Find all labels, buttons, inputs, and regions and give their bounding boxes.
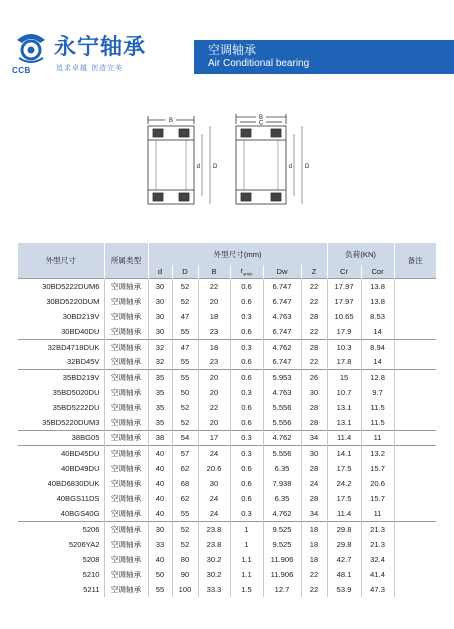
cell-dw: 6.747	[263, 279, 301, 294]
cell-model: 32BD45V	[18, 354, 104, 369]
cell-r: 0.3	[230, 385, 263, 400]
cell-r: 0.6	[230, 400, 263, 415]
cell-type: 空调轴承	[104, 279, 148, 294]
header-r	[230, 265, 263, 279]
cell-b: 22	[198, 400, 230, 415]
cell-r: 0.3	[230, 506, 263, 521]
cell-z: 34	[301, 430, 327, 445]
cell-cr: 13.1	[327, 400, 361, 415]
table-body	[18, 279, 436, 598]
cell-dw: 6.747	[263, 354, 301, 369]
table-row	[18, 476, 436, 491]
cell-d: 55	[172, 354, 198, 369]
cell-cr: 17.5	[327, 491, 361, 506]
cell-d: 30	[148, 324, 172, 339]
header-B: B	[198, 265, 230, 279]
cell-model: 5211	[18, 582, 104, 597]
cell-type: 空调轴承	[104, 415, 148, 430]
cell-cor: 8.53	[361, 309, 394, 324]
cell-cr: 10.7	[327, 385, 361, 400]
cell-note	[394, 461, 436, 476]
cell-d: 47	[172, 309, 198, 324]
cell-type: 空调轴承	[104, 506, 148, 521]
cell-cr: 29.8	[327, 522, 361, 537]
cell-d: 52	[172, 537, 198, 552]
table-row	[18, 461, 436, 476]
cell-d: 80	[172, 552, 198, 567]
cell-r: 0.6	[230, 279, 263, 294]
cell-z: 28	[301, 339, 327, 354]
cell-cr: 10.3	[327, 339, 361, 354]
cell-type: 空调轴承	[104, 491, 148, 506]
cell-model: 5208	[18, 552, 104, 567]
cell-b: 20	[198, 370, 230, 385]
table-row	[18, 552, 436, 567]
cell-cor: 13.8	[361, 279, 394, 294]
table-row	[18, 354, 436, 369]
cell-b: 30	[198, 476, 230, 491]
table-row	[18, 430, 436, 445]
cell-r: 0.6	[230, 370, 263, 385]
bearing-spec-table	[18, 243, 437, 597]
cell-b: 24	[198, 446, 230, 461]
cell-d: 55	[172, 370, 198, 385]
cell-d: 55	[172, 324, 198, 339]
cell-z: 18	[301, 552, 327, 567]
cell-cor: 41.4	[361, 567, 394, 582]
cell-z: 28	[301, 491, 327, 506]
cell-cor: 13.2	[361, 446, 394, 461]
cell-d: 55	[148, 582, 172, 597]
cell-model: 30BD40DU	[18, 324, 104, 339]
cell-d: 47	[172, 339, 198, 354]
cell-r: 0.3	[230, 446, 263, 461]
cell-model: 40BGS40G	[18, 506, 104, 521]
cell-dw: 6.747	[263, 294, 301, 309]
cell-cr: 17.97	[327, 279, 361, 294]
diagram-left-label-D: D	[213, 164, 218, 170]
cell-z: 22	[301, 324, 327, 339]
cell-d: 57	[172, 446, 198, 461]
page-title-cn: 空调轴承	[208, 43, 257, 57]
cell-type: 空调轴承	[104, 354, 148, 369]
cell-dw: 4.762	[263, 506, 301, 521]
bearing-diagram-right	[236, 114, 302, 204]
cell-z: 22	[301, 279, 327, 294]
cell-z: 30	[301, 446, 327, 461]
cell-d: 38	[148, 430, 172, 445]
cell-d: 68	[172, 476, 198, 491]
cell-b: 30.2	[198, 567, 230, 582]
cell-d: 54	[172, 430, 198, 445]
cell-cor: 9.7	[361, 385, 394, 400]
cell-cr: 13.1	[327, 415, 361, 430]
cell-model: 32BD4718DUK	[18, 339, 104, 354]
cell-note	[394, 430, 436, 445]
header-load-group: 负荷(KN)	[327, 243, 394, 265]
cell-dw: 5.556	[263, 400, 301, 415]
cell-cr: 48.1	[327, 567, 361, 582]
cell-dw: 6.747	[263, 324, 301, 339]
cell-note	[394, 522, 436, 537]
cell-z: 22	[301, 354, 327, 369]
header-type: 所属类型	[104, 243, 148, 279]
cell-type: 空调轴承	[104, 537, 148, 552]
cell-dw: 12.7	[263, 582, 301, 597]
cell-b: 24	[198, 491, 230, 506]
cell-cor: 47.3	[361, 582, 394, 597]
table-row	[18, 309, 436, 324]
header-dims-group: 外型尺寸(mm)	[148, 243, 327, 265]
cell-type: 空调轴承	[104, 522, 148, 537]
cell-d: 35	[148, 400, 172, 415]
cell-note	[394, 476, 436, 491]
cell-type: 空调轴承	[104, 370, 148, 385]
page-title-en: Air Conditional bearing	[208, 58, 310, 69]
cell-d: 52	[172, 522, 198, 537]
cell-d: 52	[172, 279, 198, 294]
cell-d: 32	[148, 354, 172, 369]
cell-b: 20.6	[198, 461, 230, 476]
cell-z: 34	[301, 506, 327, 521]
cell-model: 5210	[18, 567, 104, 582]
cell-cor: 14	[361, 354, 394, 369]
cell-z: 28	[301, 400, 327, 415]
table-row	[18, 385, 436, 400]
header-Cr: Cr	[327, 265, 361, 279]
diagram-left-label-d: d	[196, 164, 200, 170]
cell-note	[394, 582, 436, 597]
cell-b: 22	[198, 279, 230, 294]
cell-d: 52	[172, 294, 198, 309]
cell-note	[394, 279, 436, 294]
cell-type: 空调轴承	[104, 309, 148, 324]
table-row	[18, 522, 436, 537]
cell-d: 50	[172, 385, 198, 400]
cell-cor: 15.7	[361, 491, 394, 506]
cell-model: 35BD5220DUM3	[18, 415, 104, 430]
cell-z: 24	[301, 476, 327, 491]
cell-note	[394, 415, 436, 430]
cell-cr: 14.1	[327, 446, 361, 461]
header-Cor: Cor	[361, 265, 394, 279]
cell-z: 22	[301, 582, 327, 597]
cell-z: 26	[301, 370, 327, 385]
cell-r: 0.6	[230, 354, 263, 369]
cell-d: 40	[148, 552, 172, 567]
cell-cor: 11	[361, 430, 394, 445]
cell-cor: 13.8	[361, 294, 394, 309]
cell-dw: 5.953	[263, 370, 301, 385]
cell-note	[394, 506, 436, 521]
cell-d: 40	[148, 446, 172, 461]
cell-b: 23.8	[198, 522, 230, 537]
cell-b: 24	[198, 506, 230, 521]
cell-z: 28	[301, 415, 327, 430]
cell-z: 28	[301, 309, 327, 324]
cell-cr: 17.97	[327, 294, 361, 309]
cell-r: 0.6	[230, 491, 263, 506]
cell-d: 40	[148, 461, 172, 476]
cell-type: 空调轴承	[104, 324, 148, 339]
cell-cr: 29.8	[327, 537, 361, 552]
cell-b: 18	[198, 339, 230, 354]
cell-d: 40	[148, 476, 172, 491]
cell-z: 22	[301, 294, 327, 309]
cell-cr: 24.2	[327, 476, 361, 491]
cell-cr: 17.8	[327, 354, 361, 369]
cell-z: 18	[301, 522, 327, 537]
table-row	[18, 537, 436, 552]
cell-d: 32	[148, 339, 172, 354]
cell-r: 1.5	[230, 582, 263, 597]
cell-cor: 11.5	[361, 400, 394, 415]
cell-z: 28	[301, 461, 327, 476]
cell-model: 40BD49DU	[18, 461, 104, 476]
cell-dw: 5.556	[263, 446, 301, 461]
cell-note	[394, 324, 436, 339]
cell-dw: 4.763	[263, 309, 301, 324]
table-row	[18, 324, 436, 339]
cell-b: 33.3	[198, 582, 230, 597]
cell-r: 1	[230, 537, 263, 552]
cell-d: 35	[148, 385, 172, 400]
cell-dw: 4.763	[263, 385, 301, 400]
cell-note	[394, 567, 436, 582]
cell-b: 17	[198, 430, 230, 445]
cell-model: 5206YA2	[18, 537, 104, 552]
cell-r: 0.3	[230, 430, 263, 445]
cell-note	[394, 370, 436, 385]
table-row	[18, 582, 436, 597]
table-row	[18, 567, 436, 582]
cell-d: 30	[148, 522, 172, 537]
cell-d: 52	[172, 400, 198, 415]
header-Dw: Dw	[263, 265, 301, 279]
cell-d: 35	[148, 415, 172, 430]
cell-z: 30	[301, 385, 327, 400]
brand-slogan: 追求卓越 创造完美	[56, 65, 123, 72]
cell-b: 23	[198, 354, 230, 369]
cell-d: 40	[148, 491, 172, 506]
cell-cr: 15	[327, 370, 361, 385]
cell-type: 空调轴承	[104, 294, 148, 309]
cell-dw: 11.906	[263, 567, 301, 582]
cell-dw: 11.906	[263, 552, 301, 567]
cell-cor: 21.3	[361, 522, 394, 537]
cell-cor: 20.6	[361, 476, 394, 491]
cell-note	[394, 537, 436, 552]
cell-note	[394, 309, 436, 324]
cell-model: 40BD45DU	[18, 446, 104, 461]
cell-model: 38BG05	[18, 430, 104, 445]
header-D: D	[172, 265, 198, 279]
cell-model: 5206	[18, 522, 104, 537]
cell-dw: 7.938	[263, 476, 301, 491]
diagram-right-label-d: d	[288, 164, 292, 170]
cell-d: 30	[148, 279, 172, 294]
cell-r: 1	[230, 522, 263, 537]
cell-note	[394, 385, 436, 400]
table-row	[18, 491, 436, 506]
cell-type: 空调轴承	[104, 430, 148, 445]
cell-cr: 11.4	[327, 506, 361, 521]
cell-model: 30BD5222DUM6	[18, 279, 104, 294]
cell-cr: 53.9	[327, 582, 361, 597]
cell-r: 0.6	[230, 294, 263, 309]
cell-d: 30	[148, 294, 172, 309]
header-r-sub: smin	[243, 271, 253, 277]
cell-d: 35	[148, 370, 172, 385]
cell-r: 0.6	[230, 324, 263, 339]
cell-z: 22	[301, 567, 327, 582]
cell-r: 0.6	[230, 415, 263, 430]
cell-model: 40BGS11DS	[18, 491, 104, 506]
cell-z: 18	[301, 537, 327, 552]
table-row	[18, 506, 436, 521]
bearing-diagrams	[140, 112, 310, 220]
cell-dw: 6.35	[263, 461, 301, 476]
table-row	[18, 446, 436, 461]
bearing-diagram-left	[148, 116, 210, 204]
cell-note	[394, 354, 436, 369]
cell-type: 空调轴承	[104, 582, 148, 597]
diagram-left-label-b: B	[168, 118, 174, 124]
cell-cor: 32.4	[361, 552, 394, 567]
table-row	[18, 339, 436, 354]
header-note: 备注	[394, 243, 436, 279]
table-row	[18, 370, 436, 385]
header-model: 外型尺寸	[18, 243, 104, 279]
cell-model: 35BD5222DU	[18, 400, 104, 415]
cell-dw: 9.525	[263, 537, 301, 552]
cell-b: 23.8	[198, 537, 230, 552]
cell-type: 空调轴承	[104, 400, 148, 415]
cell-model: 35BD219V	[18, 370, 104, 385]
cell-b: 20	[198, 294, 230, 309]
cell-d: 100	[172, 582, 198, 597]
cell-dw: 4.762	[263, 339, 301, 354]
table-row	[18, 279, 436, 294]
cell-model: 30BD5220DUM	[18, 294, 104, 309]
diagram-right-label-D: D	[305, 164, 310, 170]
cell-d: 62	[172, 461, 198, 476]
page-header	[0, 0, 454, 84]
cell-r: 0.6	[230, 461, 263, 476]
cell-note	[394, 446, 436, 461]
cell-d: 33	[148, 537, 172, 552]
cell-cr: 17.5	[327, 461, 361, 476]
cell-cor: 21.3	[361, 537, 394, 552]
cell-cr: 17.9	[327, 324, 361, 339]
cell-type: 空调轴承	[104, 385, 148, 400]
cell-b: 30.2	[198, 552, 230, 567]
cell-r: 0.3	[230, 309, 263, 324]
header-r-main: r	[240, 266, 243, 276]
cell-d: 40	[148, 506, 172, 521]
cell-r: 1.1	[230, 567, 263, 582]
cell-type: 空调轴承	[104, 567, 148, 582]
diagram-right-label-c: C	[258, 120, 264, 127]
diagram-right-label-b: B	[258, 115, 264, 121]
page-title-bar	[194, 40, 454, 74]
cell-b: 18	[198, 309, 230, 324]
header-Z: Z	[301, 265, 327, 279]
cell-note	[394, 294, 436, 309]
cell-dw: 9.525	[263, 522, 301, 537]
cell-note	[394, 491, 436, 506]
cell-dw: 5.556	[263, 415, 301, 430]
cell-type: 空调轴承	[104, 476, 148, 491]
table-row	[18, 294, 436, 309]
cell-dw: 6.35	[263, 491, 301, 506]
cell-d: 90	[172, 567, 198, 582]
cell-note	[394, 400, 436, 415]
table-row	[18, 400, 436, 415]
cell-d: 55	[172, 506, 198, 521]
cell-cor: 12.8	[361, 370, 394, 385]
cell-type: 空调轴承	[104, 446, 148, 461]
cell-type: 空调轴承	[104, 461, 148, 476]
cell-r: 0.3	[230, 339, 263, 354]
cell-note	[394, 339, 436, 354]
cell-model: 30BD219V	[18, 309, 104, 324]
cell-cor: 8.94	[361, 339, 394, 354]
cell-d: 30	[148, 309, 172, 324]
cell-model: 40BD6830DUK	[18, 476, 104, 491]
table-row	[18, 415, 436, 430]
cell-cor: 11.5	[361, 415, 394, 430]
cell-b: 23	[198, 324, 230, 339]
brand-logo-icon	[14, 30, 48, 64]
brand-name: 永宁轴承	[54, 34, 147, 59]
cell-cr: 11.4	[327, 430, 361, 445]
cell-note	[394, 552, 436, 567]
cell-type: 空调轴承	[104, 339, 148, 354]
cell-cor: 11	[361, 506, 394, 521]
cell-model: 35BD5020DU	[18, 385, 104, 400]
cell-b: 20	[198, 385, 230, 400]
cell-cor: 15.7	[361, 461, 394, 476]
header-d: d	[148, 265, 172, 279]
cell-type: 空调轴承	[104, 552, 148, 567]
bearing-spec-table-wrap	[18, 243, 436, 597]
cell-r: 0.6	[230, 476, 263, 491]
cell-cor: 14	[361, 324, 394, 339]
cell-cr: 42.7	[327, 552, 361, 567]
cell-dw: 4.762	[263, 430, 301, 445]
cell-d: 50	[148, 567, 172, 582]
cell-r: 1.1	[230, 552, 263, 567]
cell-d: 52	[172, 415, 198, 430]
cell-d: 62	[172, 491, 198, 506]
cell-cr: 10.65	[327, 309, 361, 324]
brand-logo-text: CCB	[12, 66, 31, 75]
cell-b: 20	[198, 415, 230, 430]
